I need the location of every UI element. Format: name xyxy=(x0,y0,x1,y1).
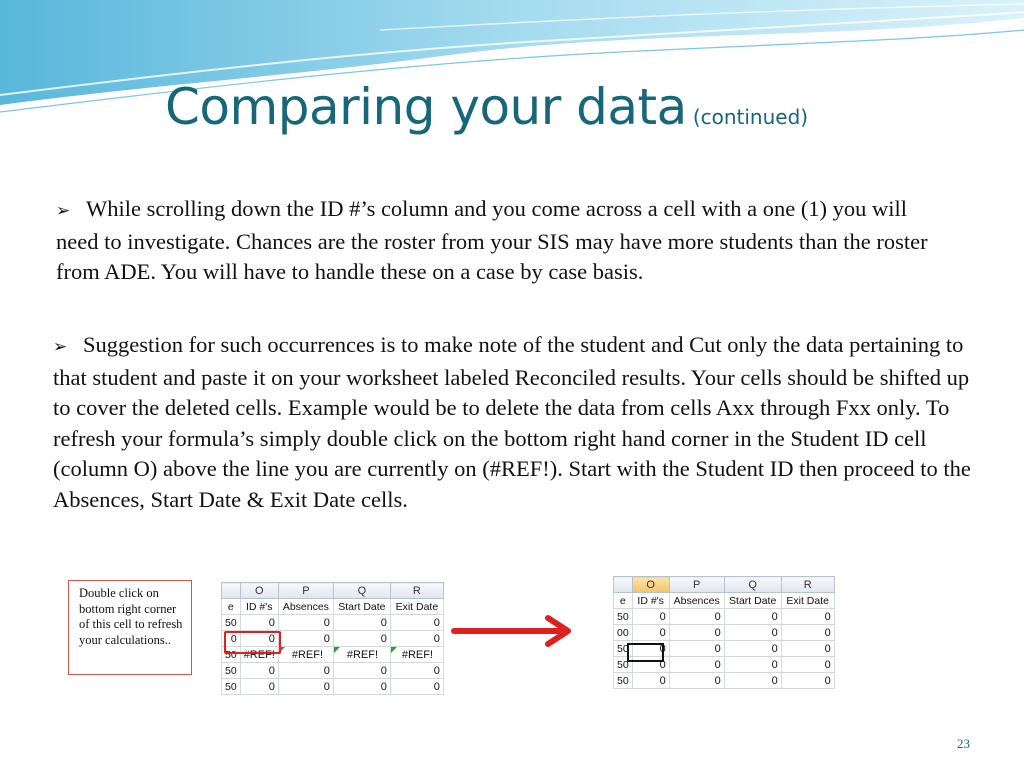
table-row xyxy=(614,625,835,641)
selected-id-cell[interactable]: 0 xyxy=(240,631,278,647)
col-header-q[interactable]: Q xyxy=(724,577,781,593)
label-id[interactable]: ID #'s xyxy=(632,593,669,609)
col-header-o[interactable]: O xyxy=(632,577,669,593)
label-absences[interactable]: Absences xyxy=(278,599,333,615)
label-row xyxy=(222,599,444,615)
cell[interactable]: 50 xyxy=(222,615,241,631)
cell[interactable]: 0 xyxy=(390,663,443,679)
cell[interactable]: 0 xyxy=(333,615,390,631)
cell[interactable]: 0 xyxy=(669,625,724,641)
cell[interactable]: 0 xyxy=(724,657,781,673)
cell[interactable]: 0 xyxy=(669,657,724,673)
cell[interactable]: 50 xyxy=(614,609,633,625)
label-cell[interactable]: e xyxy=(222,599,241,615)
cell[interactable]: 0 xyxy=(240,679,278,695)
ref-error-text: #REF! xyxy=(346,648,379,661)
col-header-q[interactable]: Q xyxy=(333,583,390,599)
arrow-bullet-icon: ➢ xyxy=(56,201,71,221)
label-absences[interactable]: Absences xyxy=(669,593,724,609)
ref-error-text: #REF! xyxy=(291,648,324,661)
table-row xyxy=(222,663,444,679)
cell[interactable]: 0 xyxy=(632,625,669,641)
ref-error-cell[interactable] xyxy=(278,647,333,663)
col-header-r[interactable]: R xyxy=(781,577,834,593)
table-row xyxy=(614,673,835,689)
col-header-p[interactable]: P xyxy=(669,577,724,593)
error-indicator-icon xyxy=(391,647,397,653)
bullet-text-2: Suggestion for such occurrences is to make note of the student and Cut only the data pertaining to that student and paste it on your worksheet labeled Reconciled results. Your cells should be shifted up to cover the deleted cells. Example would be to delete the data from cells Axx through Fxx only. To refresh your formula’s simply double click on the bottom right hand corner in the Student ID cell (column O) above the line you are currently on (#REF!). Start with the Student ID then proceed to the Absences, Start Date & Exit Date cells. xyxy=(53,332,971,512)
label-row xyxy=(614,593,835,609)
cell[interactable]: 0 xyxy=(724,609,781,625)
bullet-paragraph-1 xyxy=(56,194,946,288)
slide-title xyxy=(165,78,808,136)
col-header-o[interactable]: O xyxy=(240,583,278,599)
spreadsheet-after xyxy=(613,576,835,689)
page-number: 23 xyxy=(957,736,970,751)
cell[interactable]: 50 xyxy=(222,679,241,695)
cell[interactable]: 50 xyxy=(614,657,633,673)
cell[interactable]: 0 xyxy=(724,673,781,689)
cell[interactable]: 0 xyxy=(724,625,781,641)
bullet-text-1: While scrolling down the ID #’s column and you come across a cell with a one (1) you will need to investigate. Chances are the roster from your SIS may have more students than the roster from ADE. You will have to handle these on a case by case basis. xyxy=(56,196,928,285)
cell[interactable]: 50 xyxy=(614,641,633,657)
cell[interactable]: 50 xyxy=(614,673,633,689)
col-header xyxy=(614,577,633,593)
label-exit-date[interactable]: Exit Date xyxy=(781,593,834,609)
col-header-p[interactable]: P xyxy=(278,583,333,599)
cell[interactable]: 50 xyxy=(222,647,241,663)
cell[interactable]: 0 xyxy=(781,657,834,673)
column-header-row xyxy=(222,583,444,599)
cell[interactable]: 0 xyxy=(724,641,781,657)
table-row xyxy=(222,679,444,695)
cell[interactable]: 0 xyxy=(240,615,278,631)
cell[interactable]: 0 xyxy=(390,615,443,631)
ref-error-cell[interactable] xyxy=(390,647,443,663)
ref-error-text: #REF! xyxy=(243,648,275,661)
label-id[interactable]: ID #'s xyxy=(240,599,278,615)
cell[interactable]: 0 xyxy=(390,631,443,647)
active-cell-border xyxy=(627,643,664,662)
cell[interactable]: 0 xyxy=(278,615,333,631)
cell[interactable]: 0 xyxy=(781,641,834,657)
label-start-date[interactable]: Start Date xyxy=(724,593,781,609)
title-suffix: (continued) xyxy=(692,105,809,129)
ref-error-cell[interactable] xyxy=(333,647,390,663)
cell[interactable]: 0 xyxy=(240,663,278,679)
cell[interactable]: 0 xyxy=(222,631,241,647)
cell[interactable]: 0 xyxy=(278,679,333,695)
cell[interactable]: 0 xyxy=(781,673,834,689)
cell[interactable]: 00 xyxy=(614,625,633,641)
cell[interactable]: 50 xyxy=(222,663,241,679)
label-start-date[interactable]: Start Date xyxy=(333,599,390,615)
cell[interactable]: 0 xyxy=(669,641,724,657)
cell[interactable]: 0 xyxy=(278,631,333,647)
cell[interactable]: 0 xyxy=(278,663,333,679)
cell[interactable]: 0 xyxy=(333,663,390,679)
table-row xyxy=(222,615,444,631)
cell[interactable]: 0 xyxy=(333,631,390,647)
cell[interactable]: 0 xyxy=(632,609,669,625)
cell[interactable]: 0 xyxy=(781,625,834,641)
label-cell[interactable]: e xyxy=(614,593,633,609)
ref-error-text: #REF! xyxy=(401,648,434,661)
cell-highlight-box xyxy=(224,631,281,654)
column-header-row xyxy=(614,577,835,593)
active-id-cell[interactable]: 0 xyxy=(632,641,669,657)
arrow-bullet-icon: ➢ xyxy=(53,337,68,357)
error-indicator-icon xyxy=(334,647,340,653)
cell[interactable]: 0 xyxy=(632,673,669,689)
cell[interactable]: 0 xyxy=(390,679,443,695)
cell[interactable]: 0 xyxy=(632,657,669,673)
cell[interactable]: 0 xyxy=(669,609,724,625)
title-main: Comparing your data xyxy=(165,78,687,136)
label-exit-date[interactable]: Exit Date xyxy=(390,599,443,615)
table-row xyxy=(614,609,835,625)
cell[interactable]: 0 xyxy=(781,609,834,625)
cell[interactable]: 0 xyxy=(669,673,724,689)
bullet-paragraph-2 xyxy=(53,330,978,516)
col-header xyxy=(222,583,241,599)
callout-box: Double click on bottom right corner of this cell to refresh your calculations.. xyxy=(68,580,192,675)
right-arrow-icon xyxy=(450,614,574,648)
col-header-r[interactable]: R xyxy=(390,583,443,599)
cell[interactable]: 0 xyxy=(333,679,390,695)
